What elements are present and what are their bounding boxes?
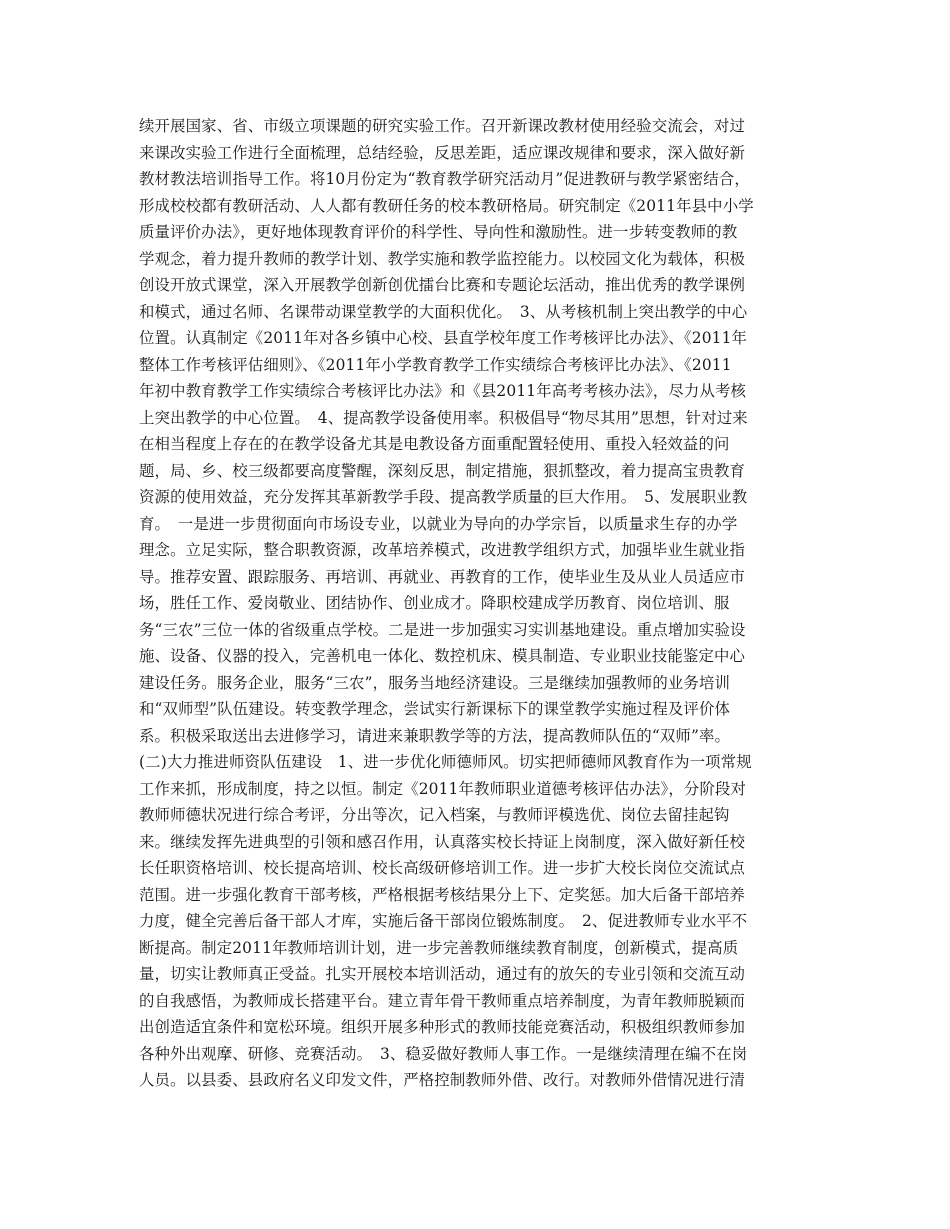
text-line: 施、设备、仪器的投入，完善机电一体化、数控机床、模具制造、专业职业技能鉴定中心: [139, 647, 746, 665]
text-line: 资源的使用效益，充分发挥其革新教学手段、提高教学质量的巨大作用。 5、发展职业教: [139, 488, 748, 506]
text-line: 量，切实让教师真正受益。扎实开展校本培训活动，通过有的放矢的专业引领和交流互动: [139, 965, 746, 983]
text-line: 续开展国家、省、市级立项课题的研究实验工作。召开新课改教材使用经验交流会，对过: [139, 117, 746, 135]
text-line: 长任职资格培训、校长提高培训、校长高级研修培训工作。进一步扩大校长岗位交流试点: [139, 859, 746, 877]
text-line: 各种外出观摩、研修、竞赛活动。 3、稳妥做好教师人事工作。一是继续清理在编不在岗: [139, 1044, 748, 1063]
text-line: (二)大力推进师资队伍建设 1、进一步优化师德师风。切实把师德师风教育作为一项常规: [139, 753, 752, 771]
text-line: 理念。立足实际，整合职教资源，改革培养模式，改进教学组织方式，加强毕业生就业指: [139, 541, 746, 559]
text-line: 教材教法培训指导工作。将10月份定为“教育教学研究活动月”促进教研与教学紧密结合，: [139, 170, 750, 188]
text-line: 人员。以县委、县政府名义印发文件，严格控制教师外借、改行。对教师外借情况进行清: [139, 1071, 746, 1089]
text-line: 力度，健全完善后备干部人才库，实施后备干部岗位锻炼制度。 2、促进教师专业水平不: [139, 912, 748, 930]
text-line: 形成校校都有教研活动、人人都有教研任务的校本教研格局。研究制定《2011年县中小学: [139, 196, 754, 215]
text-line: 整体工作考核评估细则》、《2011年小学教育教学工作实绩综合考核评比办法》、《2011: [139, 355, 732, 374]
text-line: 学观念，着力提升教师的教学计划、教学实施和教学监控能力。以校园文化为载体，积极: [139, 249, 746, 268]
text-line: 在相当程度上存在的在教学设备尤其是电教设备方面重配置轻使用、重投入轻效益的问: [139, 435, 730, 453]
text-line: 题，局、乡、校三级都要高度警醒，深刻反思，制定措施，狠抓整改，着力提高宝贵教育: [139, 461, 746, 480]
text-line: 育。 一是进一步贯彻面向市场设专业，以就业为导向的办学宗旨，以质量求生存的办学: [139, 514, 738, 533]
text-line: 导。推荐安置、跟踪服务、再培训、再就业、再教育的工作，使毕业生及从业人员适应市: [139, 567, 746, 586]
text-line: 的自我感悟，为教师成长搭建平台。建立青年骨干教师重点培养制度，为青年教师脱颖而: [139, 991, 746, 1010]
text-line: 位置。认真制定《2011年对各乡镇中心校、县直学校年度工作考核评比办法》、《2011年: [139, 329, 748, 347]
text-line: 工作来抓，形成制度，持之以恒。制定《2011年教师职业道德考核评估办法》，分阶段对: [139, 779, 747, 798]
text-line: 来课改实验工作进行全面梳理，总结经验，反思差距，适应课改规律和要求，深入做好新: [139, 143, 746, 162]
text-line: 质量评价办法》，更好地体现教育评价的科学性、导向性和激励性。进一步转变教师的教: [139, 223, 738, 241]
text-line: 年初中教育教学工作实绩综合考核评比办法》和《县2011年高考考核办法》，尽力从考核: [139, 382, 747, 400]
text-line: 出创造适宜条件和宽松环境。组织开展多种形式的教师技能竞赛活动，积极组织教师参加: [139, 1018, 746, 1036]
text-line: 来。继续发挥先进典型的引领和感召作用，认真落实校长持证上岗制度，深入做好新任校: [139, 832, 746, 851]
text-line: 和模式，通过名师、名课带动课堂教学的大面积优化。 3、从考核机制上突出教学的中心: [139, 302, 748, 321]
text-line: 教师师德状况进行综合考评，分出等次，记入档案，与教师评模选优、岗位去留挂起钩: [139, 806, 730, 824]
text-line: 创设开放式课堂，深入开展教学创新创优擂台比赛和专题论坛活动，推出优秀的教学课例: [139, 276, 746, 294]
text-line: 范围。进一步强化教育干部考核，严格根据考核结果分上下、定奖惩。加大后备干部培养: [139, 885, 746, 904]
text-line: 场，胜任工作、爱岗敬业、团结协作、创业成才。降职校建成学历教育、岗位培训、服: [139, 594, 730, 612]
text-line: 和“双师型”队伍建设。转变教学理念，尝试实行新课标下的课堂教学实施过程及评价体: [139, 700, 731, 718]
text-line: 建设任务。服务企业，服务“三农”，服务当地经济建设。三是继续加强教师的业务培训: [139, 673, 731, 692]
text-line: 上突出教学的中心位置。 4、提高教学设备使用率。积极倡导“物尽其用”思想，针对过来: [139, 408, 748, 427]
text-line: 系。积极采取送出去进修学习，请进来兼职教学等的方法，提高教师队伍的“双师”率。: [139, 726, 731, 745]
text-line: 务“三农”三位一体的省级重点学校。二是进一步加强实习实训基地建设。重点增加实验设: [139, 620, 746, 639]
body-text: [139, 113, 819, 1094]
text-line: 断提高。制定2011年教师培训计划，进一步完善教师继续教育制度，创新模式，提高质: [139, 938, 739, 957]
